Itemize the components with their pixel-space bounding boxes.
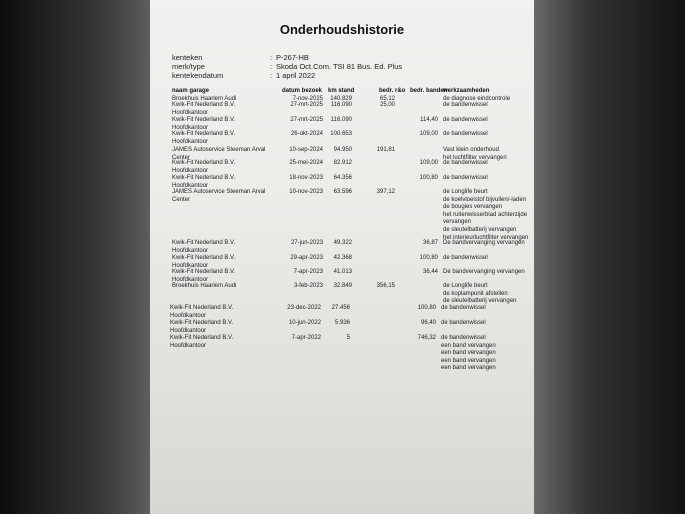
- header-date: datum bezoek: [282, 88, 323, 94]
- visit-date: 10-sep-2024: [289, 147, 323, 153]
- header-ro: bedr. r&o: [379, 88, 406, 94]
- garage-name: JAMES Autoservice Steeman Arval: [172, 147, 266, 153]
- amount-tires: 746,32: [417, 335, 436, 341]
- garage-name: Center: [172, 154, 191, 161]
- garage-name: Kwik-Fit Nederland B.V.: [172, 131, 236, 137]
- garage-name: Kwik-Fit Nederland B.V.: [172, 255, 236, 261]
- garage-name: Hoofdkantoor: [170, 327, 207, 334]
- garage-name: JAMES Autoservice Steeman Arval: [172, 189, 266, 195]
- work-performed: de koelvloeistof bijvullen/-laden: [443, 196, 527, 203]
- work-performed: de koplampunit afstellen: [443, 290, 508, 297]
- km-reading: 32.849: [333, 283, 352, 289]
- garage-name: Kwik-Fit Nederland B.V.: [170, 320, 234, 326]
- amount-repair-maintenance: 25,00: [379, 102, 395, 108]
- meta-separator: :: [270, 53, 273, 62]
- garage-name: Hoofdkantoor: [172, 247, 209, 254]
- km-reading: 82.912: [333, 160, 352, 166]
- garage-name: Hoofdkantoor: [172, 124, 209, 131]
- amount-tires: 96,40: [420, 320, 436, 326]
- meta-label: kentekendatum: [172, 71, 224, 80]
- garage-name: Kwik-Fit Nederland B.V.: [170, 335, 234, 341]
- amount-tires: 109,00: [419, 160, 438, 166]
- amount-repair-maintenance: 397,12: [376, 189, 395, 195]
- amount-tires: 36,44: [422, 269, 438, 275]
- work-performed: een band vervangen: [441, 350, 496, 357]
- amount-tires: 100,80: [417, 305, 436, 311]
- garage-name: Broekhuis Haarlem Audi: [172, 96, 237, 102]
- visit-date: 29-apr-2023: [290, 255, 323, 261]
- work-performed: de bandenwissel: [443, 131, 488, 137]
- garage-name: Kwik-Fit Nederland B.V.: [172, 117, 236, 123]
- visit-date: 18-nov-2023: [289, 175, 323, 181]
- amount-tires: 109,00: [419, 131, 438, 137]
- work-performed: de bandenwissel: [443, 117, 488, 123]
- work-performed: de bandenwissel: [443, 255, 488, 261]
- work-performed: de Longlife beurt: [443, 283, 488, 289]
- km-reading: 41.013: [333, 269, 352, 275]
- work-performed: vervangen: [443, 219, 472, 226]
- work-performed: de bandenwissel: [443, 175, 488, 181]
- meta-separator: :: [270, 71, 273, 80]
- work-performed: het luchtfilter vervangen: [443, 154, 507, 161]
- meta-value: P-267-HB: [276, 53, 309, 62]
- work-performed: een band vervangen: [441, 365, 496, 372]
- meta-label: kenteken: [172, 53, 203, 62]
- work-performed: Vast klein onderhoud: [443, 147, 499, 153]
- visit-date: 7-nov-2025: [292, 96, 323, 102]
- work-performed: De bandvervanging vervangen: [443, 269, 525, 275]
- meta-label: merk/type: [172, 62, 205, 71]
- work-performed: de sleutelbatterij vervangen: [443, 298, 517, 305]
- garage-name: Hoofdkantoor: [172, 182, 209, 189]
- work-performed: de bandenwissel: [441, 320, 486, 326]
- work-performed: de Longlife beurt: [443, 189, 488, 195]
- garage-name: Hoofdkantoor: [172, 276, 209, 283]
- work-performed: de bandenwissel: [443, 102, 488, 108]
- amount-tires: 100,80: [419, 175, 438, 181]
- garage-name: Kwik-Fit Nederland B.V.: [172, 102, 236, 108]
- amount-tires: 100,80: [419, 255, 438, 261]
- km-reading: 94.950: [333, 147, 352, 153]
- visit-date: 10-nov-2023: [289, 189, 323, 195]
- header-tires: bedr. banden: [410, 88, 448, 94]
- km-reading: 64.356: [333, 175, 352, 181]
- visit-date: 27-mrt-2025: [290, 102, 323, 108]
- garage-name: Hoofdkantoor: [170, 312, 207, 319]
- garage-name: Hoofdkantoor: [172, 167, 209, 174]
- work-performed: een band vervangen: [441, 342, 496, 349]
- garage-name: Hoofdkantoor: [172, 138, 209, 145]
- amount-repair-maintenance: 191,81: [376, 147, 395, 153]
- work-performed: de bandenwissel: [443, 160, 488, 166]
- amount-tires: 36,87: [422, 240, 438, 246]
- header-km: km stand: [328, 88, 355, 94]
- garage-name: Kwik-Fit Nederland B.V.: [170, 305, 234, 311]
- meta-separator: :: [270, 62, 273, 71]
- km-reading: 42.368: [333, 255, 352, 261]
- garage-name: Kwik-Fit Nederland B.V.: [172, 160, 236, 166]
- garage-name: Hoofdkantoor: [172, 109, 209, 116]
- garage-name: Broekhuis Haarlem Audi: [172, 283, 237, 289]
- work-performed: De bandvervanging vervangen: [443, 240, 525, 246]
- garage-name: Center: [172, 196, 191, 203]
- work-performed: het ruitenwisserblad achterzijde: [443, 211, 528, 218]
- km-reading: 140.829: [330, 96, 352, 102]
- work-performed: de bandenwissel: [441, 305, 486, 311]
- garage-name: Hoofdkantoor: [170, 342, 207, 349]
- km-reading: 63.596: [333, 189, 352, 195]
- work-performed: de sleutelbatterij vervangen: [443, 227, 517, 233]
- meta-value: Skoda Oct.Com. TSI 81 Bus. Ed. Plus: [276, 62, 403, 71]
- work-performed: een band vervangen: [441, 357, 496, 364]
- garage-name: Kwik-Fit Nederland B.V.: [172, 240, 236, 246]
- meta-value: 1 april 2022: [276, 71, 316, 80]
- visit-date: 27-mrt-2025: [290, 117, 323, 123]
- header-garage: naam garage: [172, 88, 210, 94]
- visit-date: 3-feb-2023: [293, 283, 323, 289]
- amount-repair-maintenance: 356,15: [376, 283, 395, 289]
- header-work: werkzaamheden: [443, 88, 490, 94]
- km-reading: 5: [346, 335, 350, 341]
- background-right: [534, 0, 685, 514]
- amount-tires: 114,40: [420, 117, 438, 123]
- km-reading: 100.653: [330, 131, 352, 137]
- km-reading: 27.456: [331, 305, 350, 311]
- garage-name: Hoofdkantoor: [172, 262, 209, 269]
- work-performed: de bandenwissel: [441, 335, 486, 341]
- garage-name: Kwik-Fit Nederland B.V.: [172, 175, 236, 181]
- background-left: [0, 0, 150, 514]
- visit-date: 23-dec-2022: [287, 305, 321, 311]
- work-performed: het interieurluchtfilter vervangen: [443, 234, 529, 241]
- work-performed: de bougies vervangen: [443, 204, 503, 211]
- km-reading: 49.322: [333, 240, 352, 246]
- visit-date: 25-mei-2024: [289, 160, 323, 166]
- visit-date: 26-okt-2024: [290, 131, 323, 137]
- visit-date: 7-apr-2023: [293, 269, 323, 275]
- document-page: [150, 0, 534, 514]
- visit-date: 27-jun-2023: [290, 240, 323, 246]
- visit-date: 10-jun-2022: [288, 320, 321, 326]
- document-title: Onderhoudshistorie: [279, 22, 405, 37]
- garage-name: Kwik-Fit Nederland B.V.: [172, 269, 236, 275]
- km-reading: 116.090: [330, 102, 352, 108]
- km-reading: 5.936: [334, 320, 350, 326]
- work-performed: de diagnose eindcontrole: [443, 96, 511, 102]
- amount-repair-maintenance: 65,12: [379, 96, 395, 102]
- km-reading: 116.090: [330, 117, 352, 123]
- visit-date: 7-apr-2022: [291, 335, 321, 341]
